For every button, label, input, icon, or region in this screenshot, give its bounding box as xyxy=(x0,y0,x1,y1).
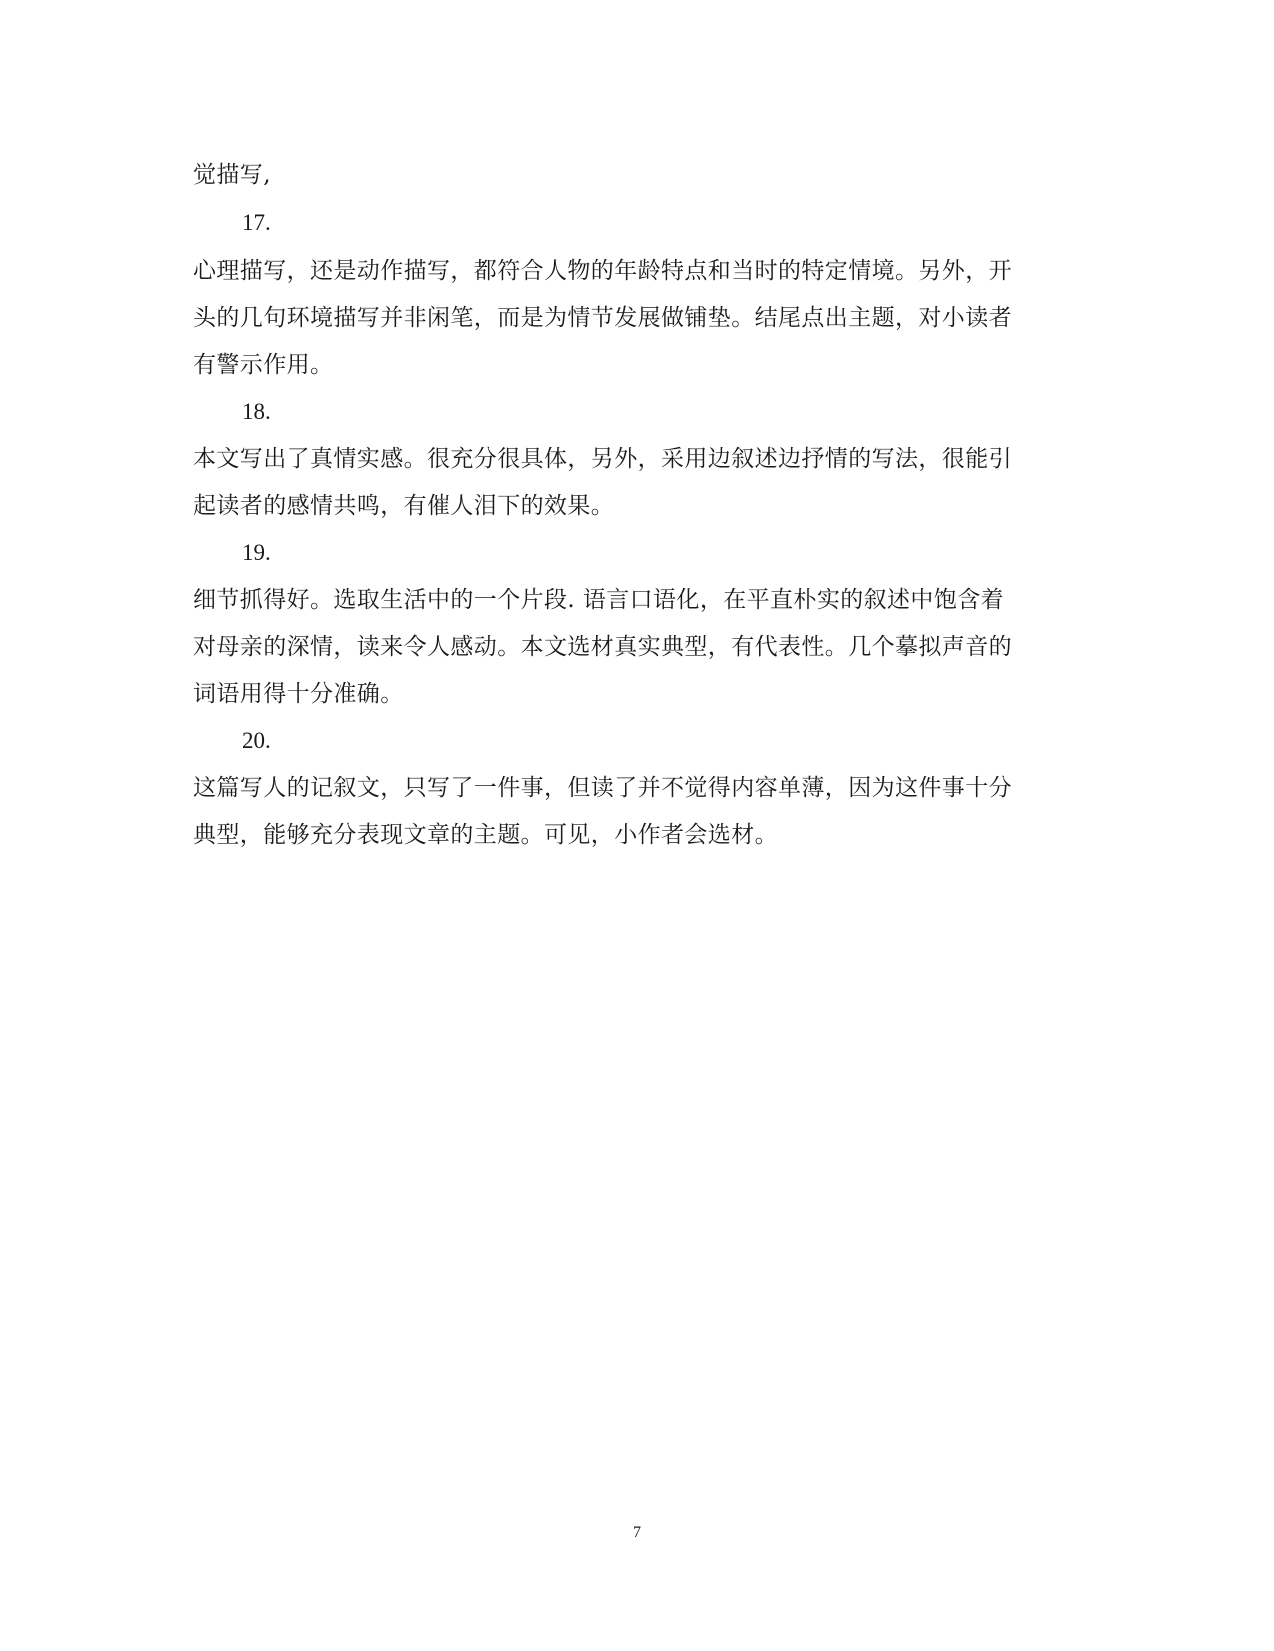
item-20-line-1: 这篇写人的记叙文，只写了一件事，但读了并不觉得内容单薄，因为这件事十分 xyxy=(193,775,1012,801)
item-number-18: 18. xyxy=(242,399,271,424)
item-17-line-1: 心理描写，还是动作描写，都符合人物的年龄特点和当时的特定情境。另外，开 xyxy=(193,258,1012,284)
item-number-17: 17. xyxy=(242,210,271,235)
item-19-line-3: 词语用得十分准确。 xyxy=(193,681,404,707)
intro-line: 觉描写, xyxy=(193,162,271,188)
item-19-line-2: 对母亲的深情，读来令人感动。本文选材真实典型，有代表性。几个摹拟声音的 xyxy=(193,634,1012,660)
item-number-20: 20. xyxy=(242,728,271,753)
item-18-line-2: 起读者的感情共鸣，有催人泪下的效果。 xyxy=(193,493,615,519)
item-17-line-3: 有警示作用。 xyxy=(193,352,334,378)
item-17-line-2: 头的几句环境描写并非闲笔，而是为情节发展做铺垫。结尾点出主题，对小读者 xyxy=(193,305,1012,331)
item-19-line-1: 细节抓得好。选取生活中的一个片段. 语言口语化，在平直朴实的叙述中饱含着 xyxy=(193,587,1005,613)
item-number-19: 19. xyxy=(242,540,271,565)
page-number: 7 xyxy=(633,1524,641,1541)
item-20-line-2: 典型，能够充分表现文章的主题。可见，小作者会选材。 xyxy=(193,822,778,848)
item-18-line-1: 本文写出了真情实感。很充分很具体，另外，采用边叙述边抒情的写法，很能引 xyxy=(193,446,1012,472)
